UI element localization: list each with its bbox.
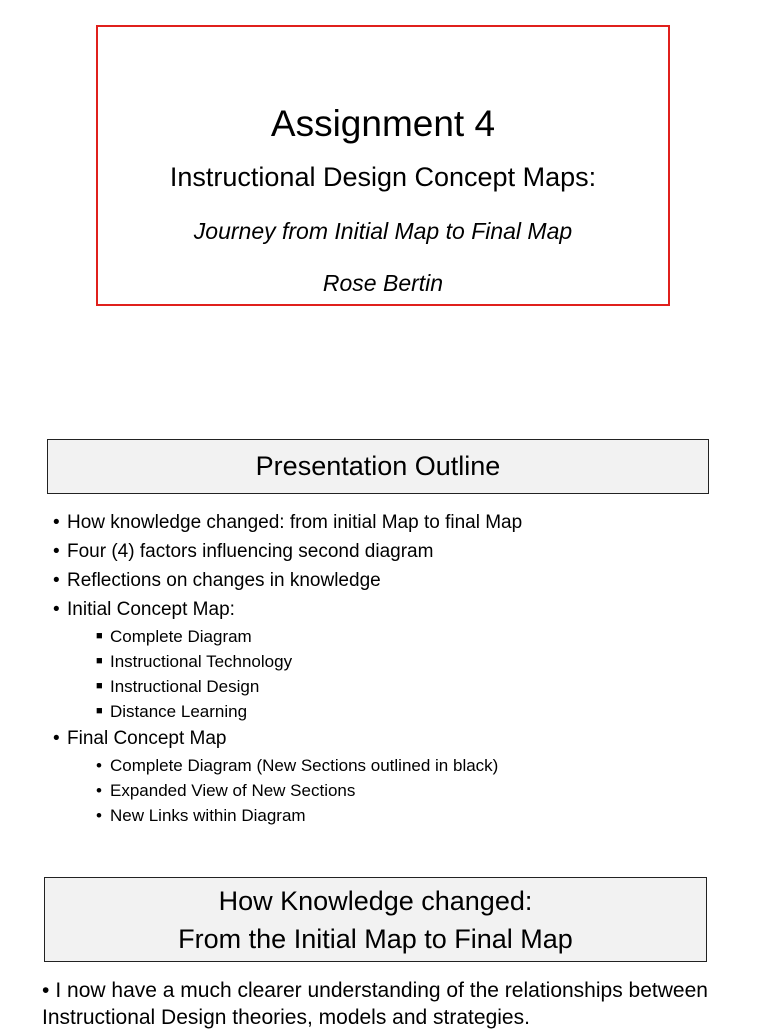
square-bullet-icon: ■ bbox=[96, 680, 103, 692]
knowledge-header-line1: How Knowledge changed: bbox=[218, 886, 533, 916]
outline-subitem: • Complete Diagram (New Sections outlined in black) bbox=[67, 753, 733, 778]
slide-journey-text: Journey from Initial Map to Final Map bbox=[193, 218, 573, 244]
knowledge-body: • I now have a much clearer understanding of the relationships between Instructional Design theories, models and strategies. bbox=[42, 979, 708, 1029]
bullet-icon: • bbox=[96, 806, 102, 825]
outline-item: • Four (4) factors influencing second diagram bbox=[53, 537, 733, 566]
bullet-icon: • bbox=[53, 512, 60, 533]
title-slide bbox=[96, 25, 670, 306]
bullet-icon: • bbox=[53, 570, 60, 591]
knowledge-header bbox=[44, 877, 707, 962]
bullet-icon: • bbox=[96, 756, 102, 775]
outline-subitem: • New Links within Diagram bbox=[67, 803, 733, 828]
slide-title: Assignment 4 bbox=[270, 103, 496, 144]
square-bullet-icon: ■ bbox=[96, 630, 103, 642]
outline-subitem: ■ Complete Diagram bbox=[67, 624, 733, 649]
bullet-icon: • bbox=[53, 728, 60, 749]
final-sub-list bbox=[67, 753, 733, 828]
knowledge-header-line2: From the Initial Map to Final Map bbox=[178, 924, 573, 954]
bullet-icon: • bbox=[53, 599, 60, 620]
outline-header: Presentation Outline bbox=[47, 439, 709, 494]
bullet-icon: • bbox=[96, 781, 102, 800]
outline-list bbox=[53, 508, 733, 828]
bullet-icon: • bbox=[53, 541, 60, 562]
outline-item: • How knowledge changed: from initial Map to final Map bbox=[53, 508, 733, 537]
outline-subitem: ■ Instructional Technology bbox=[67, 649, 733, 674]
square-bullet-icon: ■ bbox=[96, 705, 103, 717]
slide-subtitle: Instructional Design Concept Maps: bbox=[169, 162, 597, 192]
outline-subitem: ■ Instructional Design bbox=[67, 674, 733, 699]
bullet-icon: • bbox=[42, 979, 50, 1002]
outline-item: • Final Concept Map • Complete Diagram (New Sections outlined in black) • Expanded View of New Sections • New Links within Diagram bbox=[53, 724, 733, 828]
initial-sub-list bbox=[67, 624, 733, 724]
slide-author: Rose Bertin bbox=[322, 270, 444, 296]
outline-subitem: ■ Distance Learning bbox=[67, 699, 733, 724]
square-bullet-icon: ■ bbox=[96, 655, 103, 667]
outline-item: • Initial Concept Map: ■ Complete Diagram ■ Instructional Technology ■ Instructional Design ■ Distance Learning bbox=[53, 595, 733, 724]
outline-item: • Reflections on changes in knowledge bbox=[53, 566, 733, 595]
outline-subitem: • Expanded View of New Sections bbox=[67, 778, 733, 803]
